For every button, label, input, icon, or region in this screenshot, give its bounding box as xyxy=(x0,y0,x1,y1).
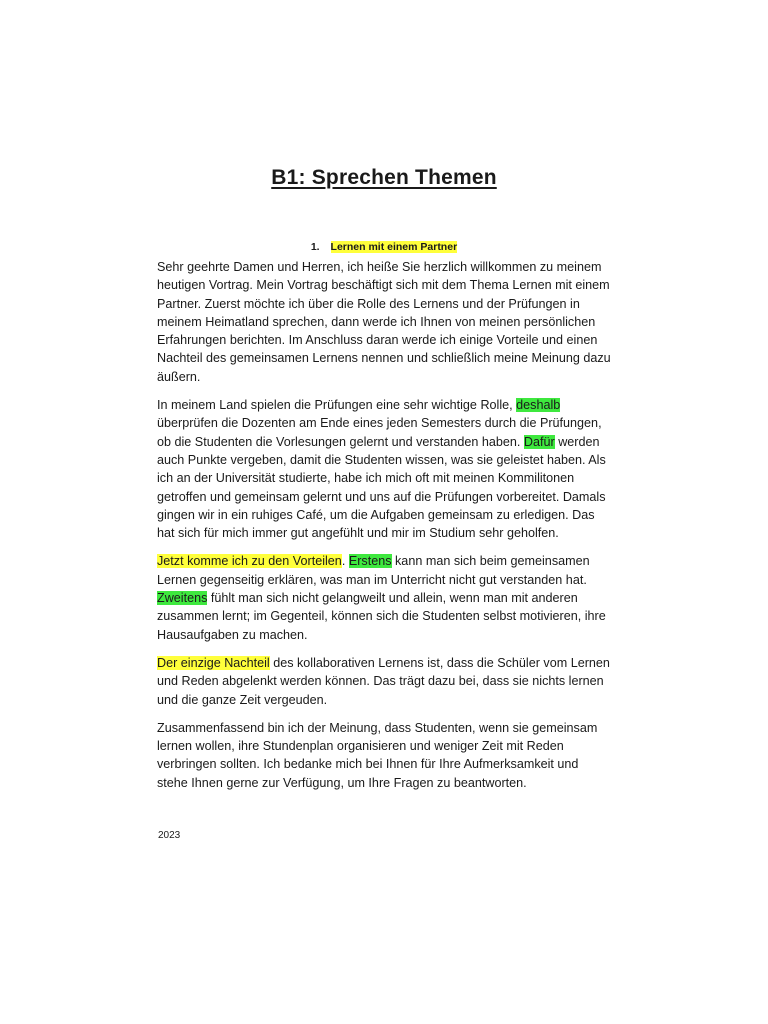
body-paragraph xyxy=(157,258,612,386)
highlighted-phrase: Jetzt komme ich zu den Vorteilen xyxy=(157,554,342,569)
page-title: B1: Sprechen Themen xyxy=(271,166,497,189)
paragraph-text: kann man sich beim gemeinsamen Lernen gegenseitig erklären, was man im Unterricht nicht gut verstanden hat. xyxy=(157,554,590,587)
section-heading-text: Lernen mit einem Partner xyxy=(330,241,458,253)
body-paragraph xyxy=(157,719,612,792)
footer-year: 2023 xyxy=(158,830,181,841)
section-number: 1. xyxy=(310,241,320,253)
paragraph-text: . xyxy=(341,554,349,569)
paragraph-text: werden auch Punkte vergeben, damit die Studenten wissen, was sie geleistet haben. Als ich an der Universität studierte, habe ich mich oft mit meinen Kommilitonen getroffen und gemeinsam gelernt und uns auf die Prüfungen vorbereitet. Damals gingen wir in ein ruhiges Café, um die Aufgaben gemeinsam zu erledigen. Das hat sich für mich immer gut angefühlt und mir im Studium sehr geholfen. xyxy=(157,434,606,541)
highlighted-connector: Dafür xyxy=(523,434,555,449)
highlighted-phrase: Der einzige Nachteil xyxy=(157,655,270,670)
section-heading xyxy=(0,241,768,253)
highlighted-connector: Erstens xyxy=(348,554,392,569)
paragraph-text: Sehr geehrte Damen und Herren, ich heiße Sie herzlich willkommen zu meinem heutigen Vortrag. Mein Vortrag beschäftigt sich mit dem Thema Lernen mit einem Partner. Zuerst möchte ich über die Rolle des Lernens und der Prüfungen in meinem Heimatland sprechen, dann werde ich Ihnen von meinen persönlichen Erfahrungen berichten. Im Anschluss daran werde ich einige Vorteile und einen Nachteil des gemeinsamen Lernens nennen und schließlich meine Meinung dazu äußern. xyxy=(157,260,611,384)
paragraph-text: In meinem Land spielen die Prüfungen eine sehr wichtige Rolle, xyxy=(157,398,517,413)
body-paragraph xyxy=(157,552,612,643)
paragraph-text: überprüfen die Dozenten am Ende eines jeden Semesters durch die Prüfungen, ob die Studenten die Vorlesungen gelernt und verstanden haben. xyxy=(157,416,602,449)
body-paragraph xyxy=(157,396,612,542)
paragraph-text: des kollaborativen Lernens ist, dass die Schüler vom Lernen und Reden abgelenkt werden können. Das trägt dazu bei, dass sie nichts lernen und die ganze Zeit vergeuden. xyxy=(157,655,610,707)
document-body xyxy=(157,258,612,802)
paragraph-text: Zusammenfassend bin ich der Meinung, dass Studenten, wenn sie gemeinsam lernen wollen, ihre Stundenplan organisieren und weniger Zeit mit Reden verbringen sollten. Ich bedanke mich bei Ihnen für Ihre Aufmerksamkeit und stehe Ihnen gerne zur Verfügung, um Ihre Fragen zu beantworten. xyxy=(157,720,598,790)
highlighted-connector: deshalb xyxy=(516,398,561,413)
body-paragraph xyxy=(157,654,612,709)
paragraph-text: fühlt man sich nicht gelangweilt und allein, wenn man mit anderen zusammen lernt; im Gegenteil, können sich die Studenten selbst motivieren, ihre Hausaufgaben zu machen. xyxy=(157,591,606,642)
highlighted-connector: Zweitens xyxy=(157,591,208,606)
